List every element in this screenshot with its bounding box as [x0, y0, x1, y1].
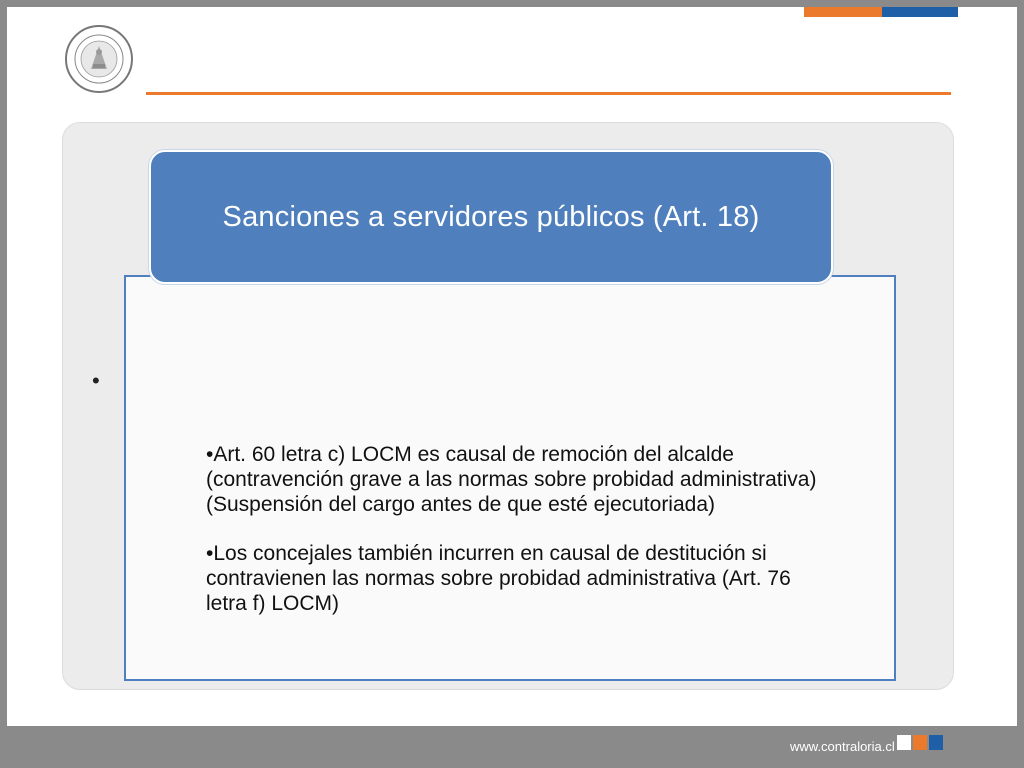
- top-accent-blue: [882, 7, 958, 17]
- top-accent-white: [726, 7, 804, 17]
- top-accent-orange: [804, 7, 882, 17]
- footer-url: www.contraloria.cl: [790, 739, 895, 754]
- contraloria-seal-icon: [64, 24, 134, 94]
- slide-title: Sanciones a servidores públicos (Art. 18): [222, 200, 760, 233]
- points-list: [206, 442, 826, 616]
- point-item: •Los concejales también incurren en causal de destitución si contravienen las normas sobre probidad administrativa (Art. 76 letra f) LOCM): [206, 542, 791, 615]
- footer-square-white: [897, 735, 911, 750]
- bullet-marker: •: [92, 368, 100, 393]
- title-box: [149, 150, 833, 284]
- footer-square-blue: [929, 735, 943, 750]
- point-item: •Art. 60 letra c) LOCM es causal de remoción del alcalde (contravención grave a las normas sobre probidad administrativa) (Suspensión del cargo antes de que esté ejecutoriada): [206, 443, 817, 516]
- footer-square-orange: [913, 735, 927, 750]
- header-rule: [146, 92, 951, 95]
